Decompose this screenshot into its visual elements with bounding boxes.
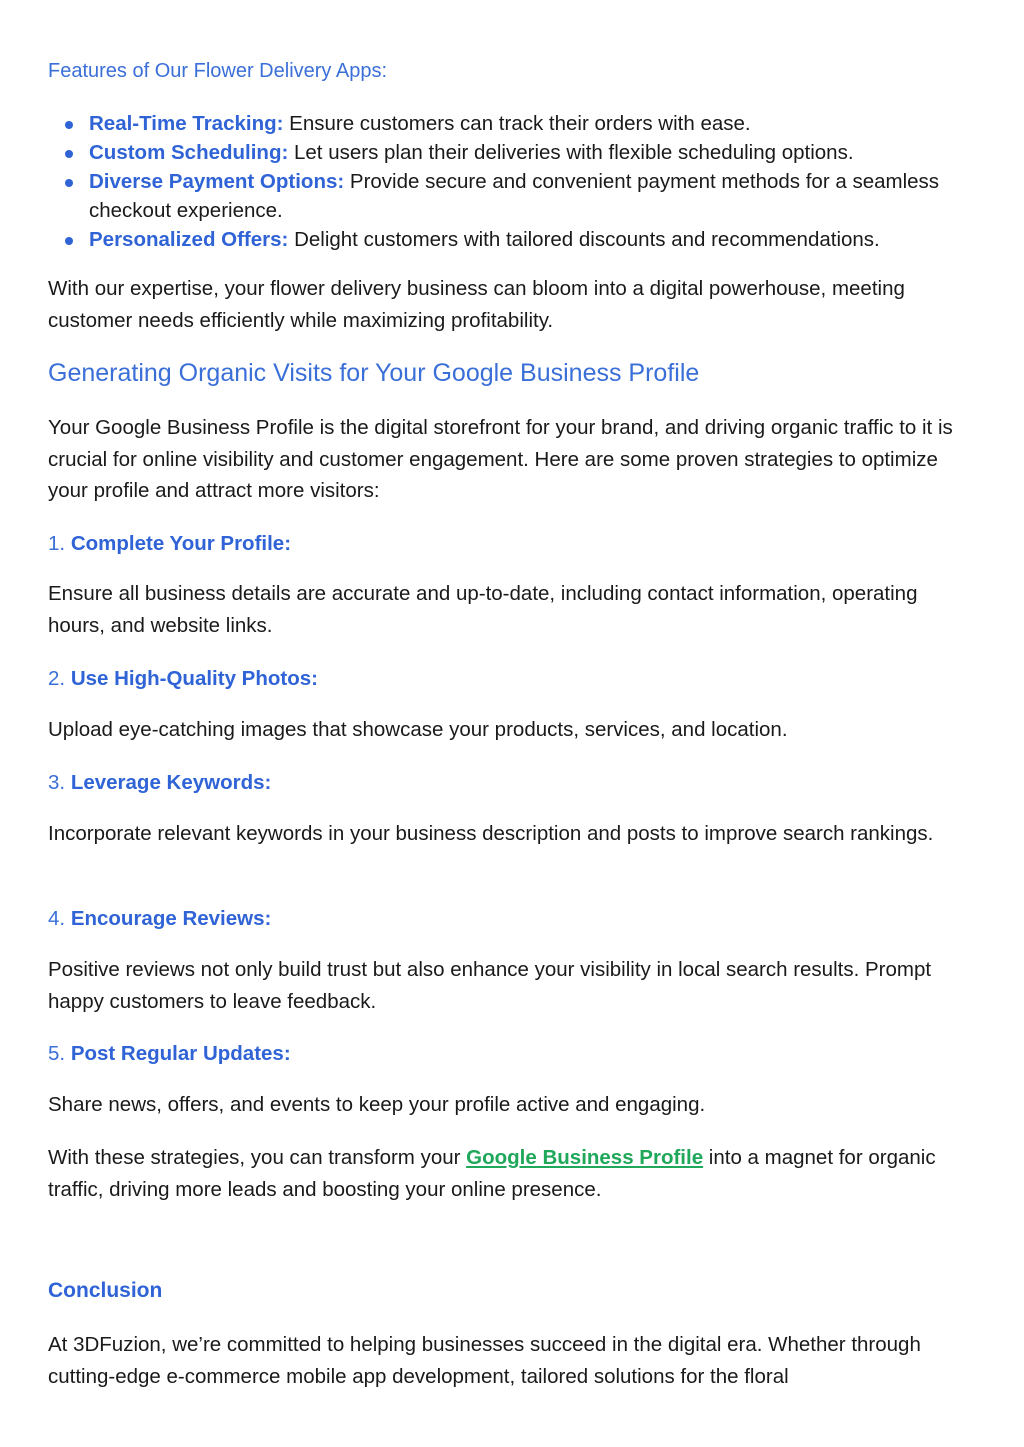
step-number: 5. (48, 1042, 66, 1065)
list-item (89, 109, 989, 138)
closing-text-after: into a magnet for organic traffic, driving more leads and boosting your online presence. (48, 1146, 936, 1201)
closing-text-before: With these strategies, you can transform your (48, 1146, 467, 1169)
features-heading: Features of Our Flower Delivery Apps: (48, 60, 388, 82)
step-number: 4. (48, 907, 66, 930)
google-business-profile-link[interactable]: Google Business Profile (466, 1146, 704, 1169)
step-title: Complete Your Profile: (70, 532, 292, 555)
gbp-intro-paragraph: Your Google Business Profile is the digital storefront for your brand, and driving organic traffic to it is crucial for online visibility and customer engagement. Here are some proven strategies to optimize your profile and attract more visitors: (48, 416, 953, 502)
step-number: 3. (48, 771, 66, 794)
feature-title: Diverse Payment Options: (89, 170, 345, 193)
step-title: Use High-Quality Photos: (70, 667, 318, 690)
gbp-closing-paragraph (48, 1142, 973, 1205)
gbp-heading: Generating Organic Visits for Your Google Business Profile (48, 359, 700, 387)
step-title: Leverage Keywords: (70, 771, 272, 794)
step-1-heading (48, 529, 291, 558)
step-2-description: Upload eye-catching images that showcase your products, services, and location. (48, 718, 788, 741)
step-3-description: Incorporate relevant keywords in your business description and posts to improve search rankings. (48, 822, 934, 845)
feature-title: Real-Time Tracking: (89, 112, 284, 135)
conclusion-paragraph: At 3DFuzion, we’re committed to helping businesses succeed in the digital era. Whether through cutting-edge e-commerce mobile app development, tailored solutions for the floral (48, 1333, 921, 1388)
list-item (89, 138, 989, 167)
step-4-heading (48, 904, 271, 933)
step-number: 1. (48, 532, 66, 555)
step-number: 2. (48, 667, 66, 690)
features-closing-paragraph: With our expertise, your flower delivery business can bloom into a digital powerhouse, meeting customer needs efficiently while maximizing profitability. (48, 277, 905, 332)
feature-title: Personalized Offers: (89, 228, 289, 251)
feature-text: Provide secure and convenient payment methods for a seamless checkout experience. (89, 170, 940, 222)
feature-text: Delight customers with tailored discounts and recommendations. (288, 228, 880, 251)
list-item (89, 167, 989, 225)
step-title: Post Regular Updates: (70, 1042, 291, 1065)
list-item (89, 225, 989, 254)
step-1-description: Ensure all business details are accurate and up-to-date, including contact information, operating hours, and website links. (48, 582, 918, 637)
feature-title: Custom Scheduling: (89, 141, 289, 164)
step-title: Encourage Reviews: (70, 907, 272, 930)
step-3-heading (48, 768, 271, 797)
feature-text: Ensure customers can track their orders with ease. (283, 112, 751, 135)
feature-text: Let users plan their deliveries with flexible scheduling options. (288, 141, 854, 164)
step-2-heading (48, 664, 318, 693)
step-5-heading (48, 1039, 291, 1068)
conclusion-heading: Conclusion (48, 1279, 163, 1302)
step-4-description: Positive reviews not only build trust but also enhance your visibility in local search results. Prompt happy customers to leave feedback. (48, 958, 932, 1013)
features-list (48, 109, 989, 254)
step-5-description: Share news, offers, and events to keep your profile active and engaging. (48, 1093, 706, 1116)
